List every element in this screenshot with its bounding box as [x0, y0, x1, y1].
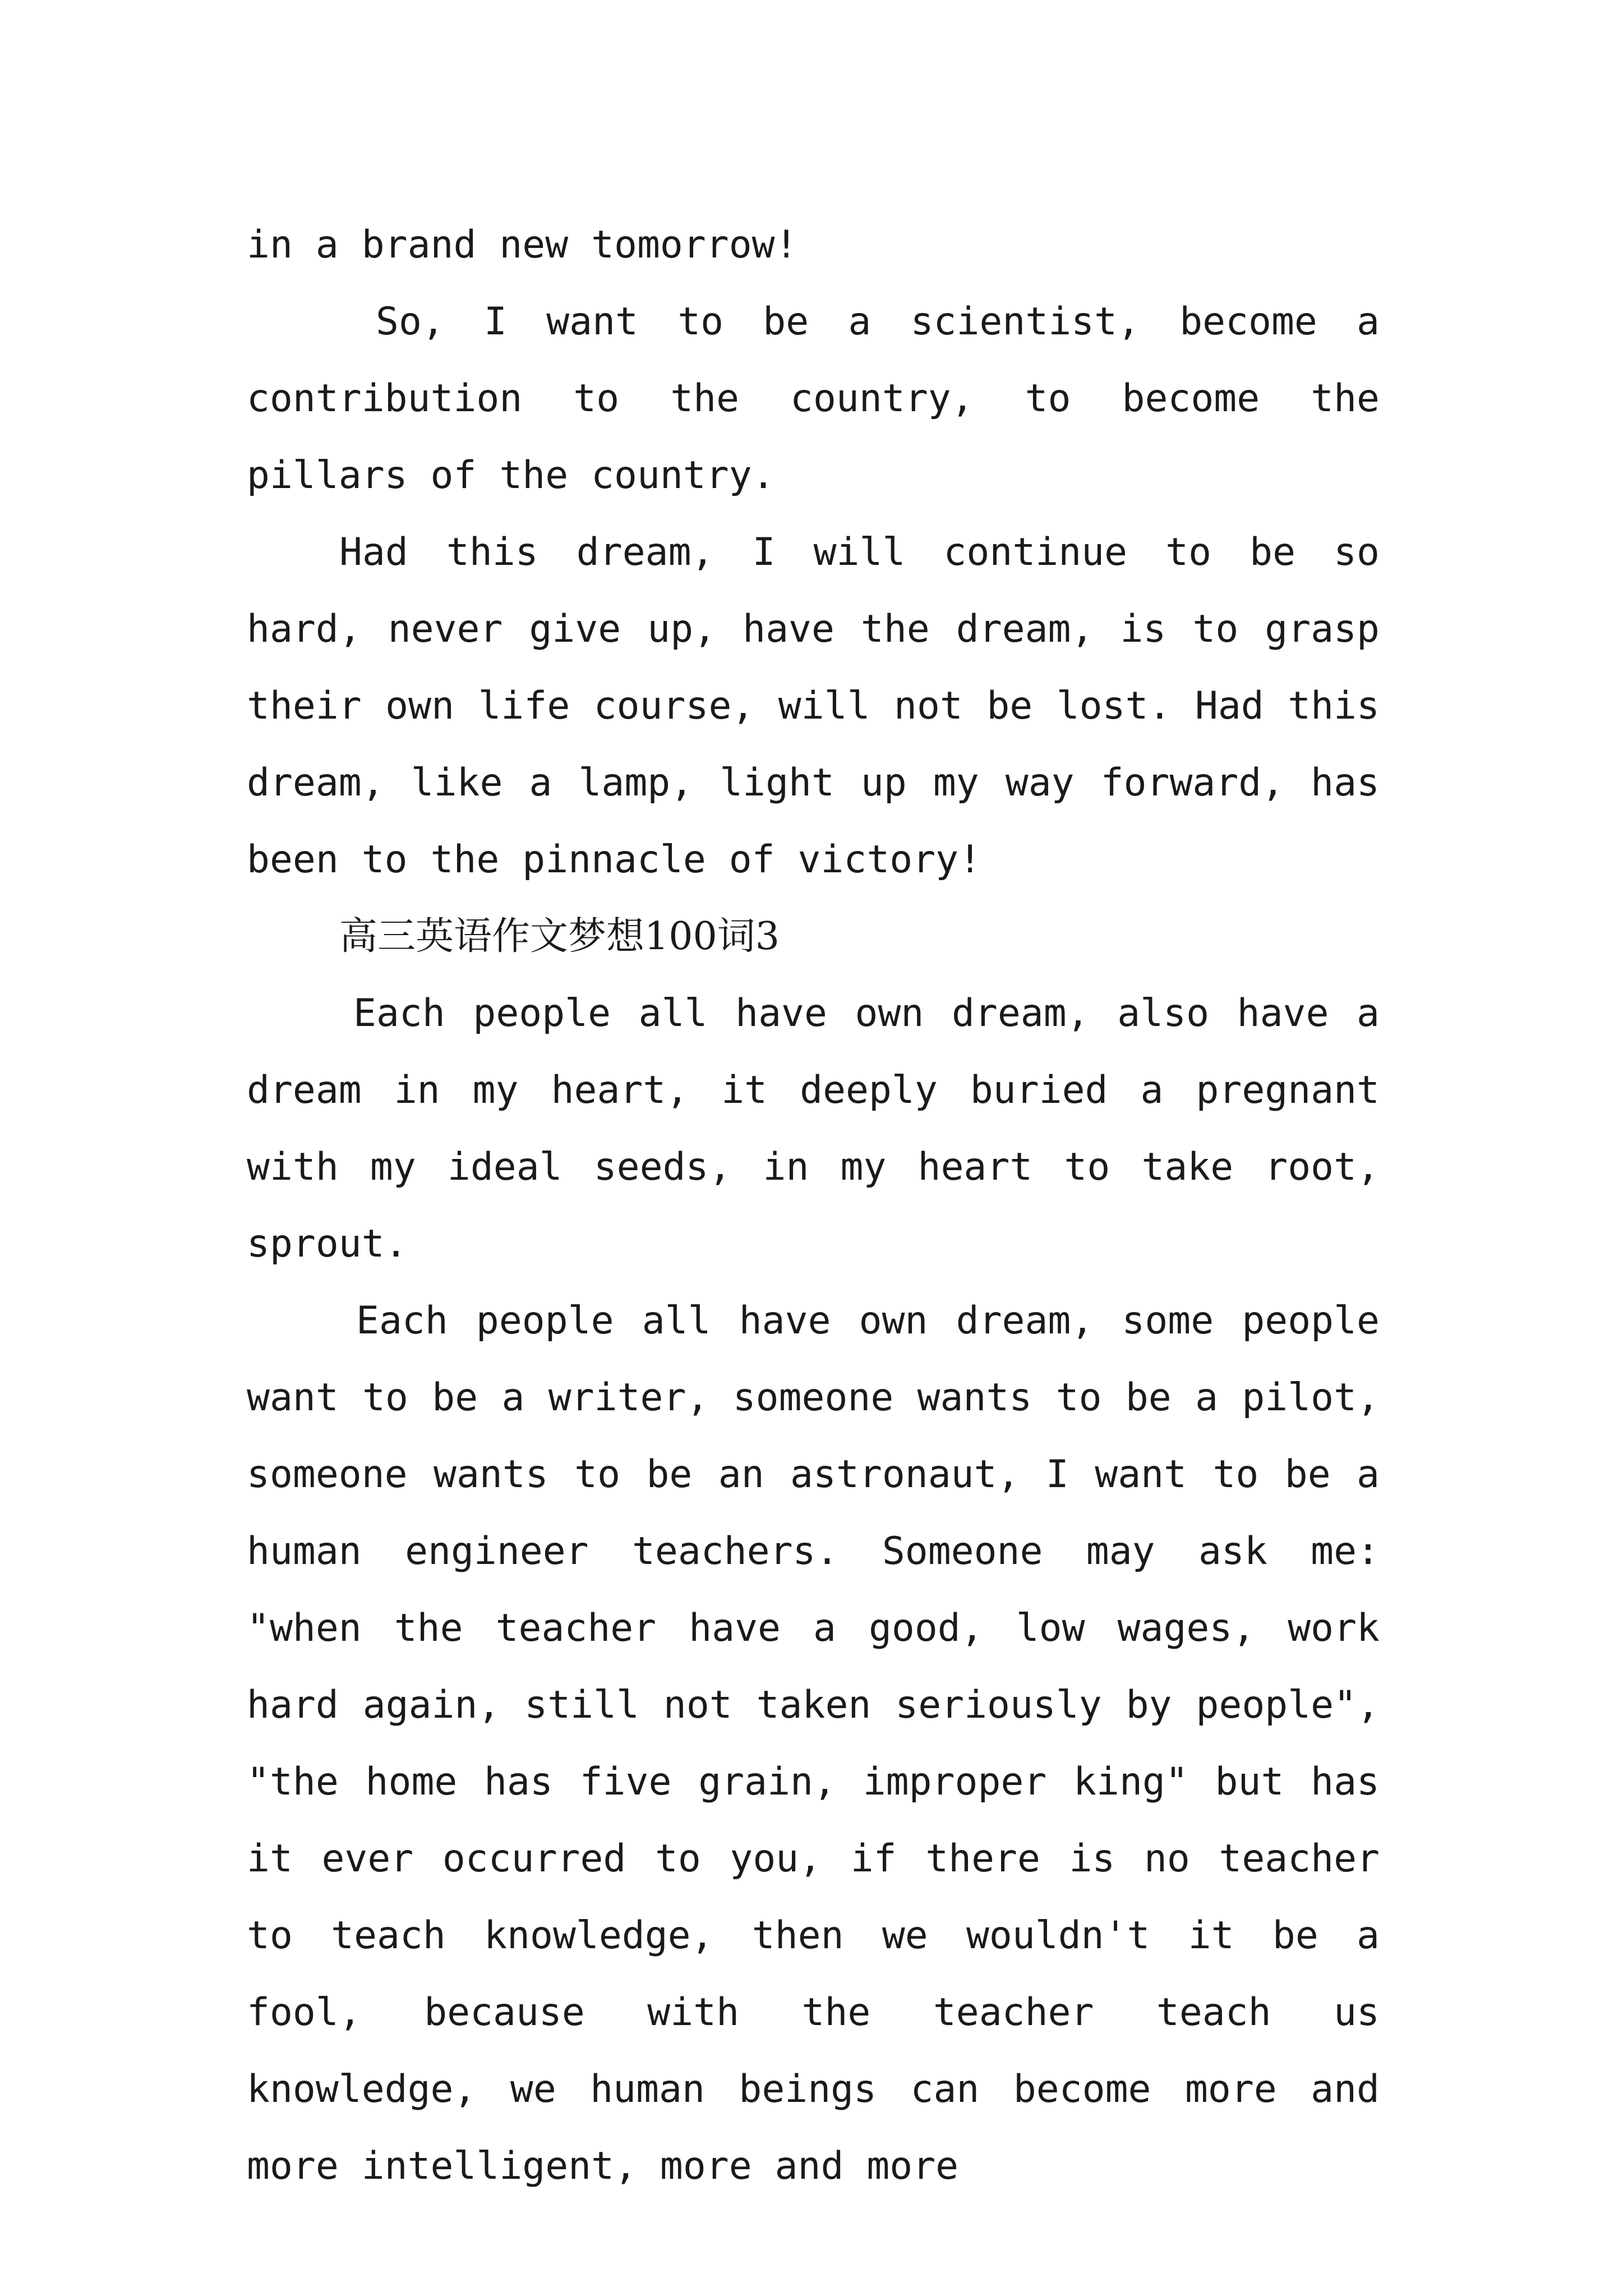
- paragraph-each-people-2: Each people all have own dream, some people want to be a writer, someone wants to be a pilot, someone wants to be an astronaut, I want to be a human engineer teachers. Someone may ask me: "when the teacher have a good, low wages, work hard again, still not taken seriously by people", "the home has five grain, improper king" but has it ever occurred to you, if there is no teacher to teach knowledge, then we wouldn't it be a fool, because with the teacher teach us knowledge, we human beings can become more and more intelligent, more and more: [247, 1299, 1380, 2188]
- paragraph-scientist: So, I want to be a scientist, become a contribution to the country, to become the pillars of the country.: [247, 300, 1380, 498]
- section-heading: 高三英语作文梦想100词3: [339, 914, 780, 959]
- paragraph-had-this-dream: Had this dream, I will continue to be so hard, never give up, have the dream, is to grasp their own life course, will not be lost. Had this dream, like a lamp, light up my way forward, has been to the pinnacle of victory!: [247, 530, 1380, 882]
- document-body: [247, 206, 1380, 2205]
- paragraph-continuation: in a brand new tomorrow!: [247, 223, 798, 267]
- paragraph-each-people-1: Each people all have own dream, also have a dream in my heart, it deeply buried a pregnant with my ideal seeds, in my heart to take root, sprout.: [247, 991, 1380, 1266]
